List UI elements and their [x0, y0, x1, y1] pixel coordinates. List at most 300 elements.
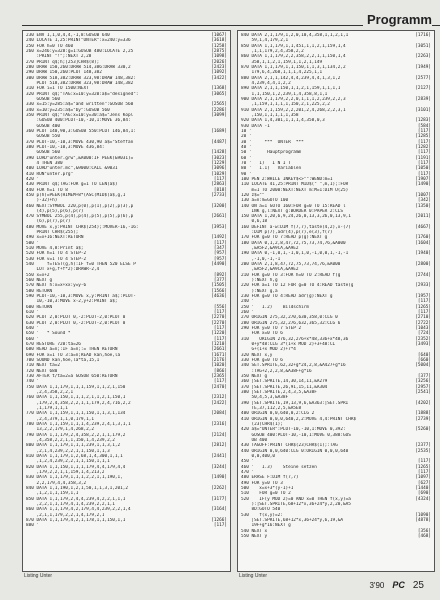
listing-code: 570 NEXT h:x=x+xx:y=y-6: [26, 283, 87, 289]
listing-code: 0,6,18: [241, 219, 268, 225]
listing-code: 850 DATA 1,1,179,2,4,4,239,4,2,2,1,1,1: [26, 496, 126, 502]
listing-code: :PRINT "!";:NEXT 2,28: [26, 54, 92, 60]
listing-checksum: [2084]: [211, 411, 227, 417]
listing-code: 150 DATA 1,20,6,9,24,26,0,13,3,26,0,13,9,1: [241, 214, 351, 220]
listing-code: 730 AFTER t/ta=2=a GOSUB 650:RETURN: [26, 374, 118, 379]
listing-checksum: [1949]: [415, 64, 431, 70]
listing-checksum: [2377]: [415, 443, 431, 449]
listing-code: ,1,2,4,239,2,2,1,1,150,1,1,1: [26, 459, 110, 465]
listing-code: 430 PRINT q$;TAG:FOR g=1 TO LEN(a$): [26, 182, 118, 188]
listing-code: (4),p(5),p(6),p(7): [26, 208, 84, 214]
listing-checksum: [1428]: [211, 150, 227, 156]
listing-code: 480 MOVE x,y:PRINT CHR$(254);:MOVER-16,-16:: [26, 224, 139, 230]
listing-code: 760 DATA 1,1,150,1,1,1,2,1,1,2,1,150,1: [26, 395, 126, 401]
code-listing-right: [238, 31, 434, 541]
listing-checksum: [5004]: [415, 363, 431, 369]
listing-code: 640 ': [26, 326, 40, 332]
listing-code: 59,1,4,179,2,1: [241, 38, 289, 44]
listing-code: 420 ': [26, 176, 40, 182]
listing-code: 240 ': [241, 299, 255, 305]
listing-checksum: [1282]: [415, 144, 431, 150]
listing-checksum: [2470]: [211, 384, 227, 390]
listing-code: 270 PRINT q$;h;[253]CHR$(8);: [26, 59, 100, 65]
listing-code: 60 ': [241, 155, 252, 161]
listing-code: ,1,159,1,1,1,1,150,2,1,225,2,2: [241, 102, 330, 108]
listing-code: ,-1,0,-1,-1: [241, 256, 281, 262]
listing-code: ,2,1,4,239,2,2,1,1,150,1,1,3: [26, 448, 110, 454]
listing-code: m=1 TO 2000:NEXT:NEXT m:M=1:DIM U(25): [241, 187, 349, 193]
listing-code: 490 FOR y=0 TO 3: [241, 480, 283, 486]
listing-checksum: [2957]: [415, 384, 431, 390]
listing-code: ,2,2,1,1,179,4,1,4,239,2,2,1,1: [26, 501, 115, 507]
listing-checksum: [347]: [213, 246, 227, 252]
listing-checksum: [4490]: [211, 262, 227, 268]
listing-checksum: [2800]: [415, 262, 431, 268]
listing-code: 770 DATA 1,1,159,1,1,1,150,1,1,3,1,134: [26, 411, 126, 417]
listing-code: 690 FOR x=1 TO 3:a=n;READ kan,hoe,la: [26, 352, 121, 358]
listing-code: 250 FOR h=0 TO 460: [26, 43, 74, 49]
listing-code: 130 a=n:m=GOTO 100: [241, 198, 289, 204]
listing-checksum: [117]: [213, 240, 227, 246]
listing-checksum: [1490]: [415, 182, 431, 188]
listing-code: GOSUB 400: [26, 123, 60, 129]
listing-checksum: [2263]: [415, 54, 431, 60]
listing-code: ,150,1,1,1,1,1,358: [241, 112, 299, 118]
listing-code: ,1,1,179,2,4,358,2,2: [241, 48, 304, 54]
listing-checksum: [117]: [417, 160, 431, 166]
listing-code: 360 PLOT 140,90,3:GOSUB 550:PLOT 146,84,1:: [26, 128, 136, 134]
listing-checksum: [724]: [417, 331, 431, 337]
listing-code: 520 FOR h=1 TO 4 STEP-2: [26, 251, 87, 257]
listing-checksum: [2565]: [211, 102, 227, 108]
listing-checksum: [2744]: [415, 272, 431, 278]
listing-code: 550 NEXT y: [241, 533, 268, 539]
listing-code: 2,2,179,4,4,358,3,2: [26, 480, 87, 486]
listing-code: 470 SYMBOL 255,p(4),p(4),p(5),p(5),p(6),p: [26, 214, 134, 220]
listing-checksum: [1090]: [415, 512, 431, 518]
listing-code: 180 DATA 0,1,2,8,47,72,75,73,74,76,&A000: [241, 240, 346, 246]
listing-code: 810 DATA 1,1,179,1,2,68,1,4,300,1,1,1: [26, 453, 123, 459]
listing-code: 230 ENV 1,1,0,4,4,-1,8:GOSUB 640: [26, 33, 110, 38]
listing-checksum: [1092]: [211, 70, 227, 76]
listing-checksum: [690]: [417, 491, 431, 497]
listing-checksum: [4667]: [415, 224, 431, 230]
listing-code: GOSUB 560: [26, 150, 60, 156]
listing-code: 70 ' 1) I N I T: [241, 160, 291, 166]
listing-code: 890 DATA 2,1,1,150,1,1,2,1,159,1,1,1,1: [241, 86, 341, 92]
listing-code: 310 ORIGIN 276,32,276+x*48,336+x*48,36: [241, 336, 349, 342]
listing-checksum: [2422]: [211, 400, 227, 406]
listing-code: 590 PLOT-10,-10,3:MOVE x,y:PRINT a$;:PLOT-: [26, 294, 136, 300]
listing-code: 540 f=TEST(g,h):IF f=0 THEN 520 ELSE P: [26, 262, 136, 268]
listing-code: ):NEXT h,g: [241, 278, 278, 284]
listing-checksum: [1604]: [415, 240, 431, 246]
listing-code: 530 FOR v=1 TO 4 STEP-2: [26, 256, 87, 262]
listing-code: |SET.SPRITE,68+12*x,36+24*y,6,19,&A: [241, 517, 343, 523]
listing-code: 230 FOR g=0 TO 4:READ adr(g):NEXT g: [241, 294, 333, 300]
page-number: 25: [412, 580, 424, 591]
listing-checksum: [1191]: [415, 155, 431, 161]
listing-checksum: [1440]: [415, 485, 431, 491]
listing-code: 680 READ a=n;:IF a=n;:= THEN RETURN: [26, 347, 118, 353]
listing-code: ,179,2,2,1,1,159,1,4,213,2: [26, 469, 105, 475]
listing-checksum: [1283]: [415, 118, 431, 124]
listing-code: 550 x=x+2: [26, 272, 50, 278]
listing-caption-right: Listing Unter: [239, 573, 268, 579]
listing-checksum: [1098]: [211, 54, 227, 60]
listing-code: 340 x=10:y=235:a$="by":GOSUB 560: [26, 107, 110, 113]
listing-checksum: [1265]: [415, 464, 431, 470]
listing-checksum: [3164]: [211, 507, 227, 513]
listing-checksum: [117]: [213, 326, 227, 332]
listing-code: 510 FOR g=0 TO 2: [241, 491, 291, 497]
listing-checksum: [2176]: [211, 358, 227, 364]
code-listing-left: [23, 31, 230, 531]
listing-code: 358,1,1,2,1,159,1,1,2,1,149: [241, 59, 323, 65]
listing-code: 410 RUN"unter.prg": [26, 171, 74, 177]
listing-checksum: [1029]: [211, 171, 227, 177]
listing-code: 500 x=x+3*(y-1)+1: [241, 485, 294, 491]
listing-checksum: [1671]: [211, 352, 227, 358]
listing-checksum: [3953]: [211, 224, 227, 230]
listing-checksum: [2026]: [211, 59, 227, 65]
listing-code: 380 |SET.SPRITE,2,4,3,5,&A38F: [241, 389, 317, 395]
listing-checksum: [2661]: [211, 214, 227, 220]
listing-code: 670 RESTORE 720:ta=26: [26, 342, 81, 348]
listing-checksum: [2739]: [415, 416, 431, 422]
listing-code: 380 PLOT-10,-10,3:MOVE 436,84:: [26, 144, 105, 150]
listing-checksum: [1229]: [211, 160, 227, 166]
listing-code: 0,0,400,0: [241, 453, 275, 459]
listing-checksum: [1505]: [211, 283, 227, 289]
listing-code: GOSUB 400:PLOT-10,-10,1:MOVE 0,388:GOS: [241, 432, 351, 438]
listing-checksum: [3096]: [211, 166, 227, 172]
listing-checksum: [2423]: [211, 64, 227, 70]
listing-checksum: [117]: [417, 128, 431, 134]
listing-checksum: [2541]: [415, 389, 431, 395]
listing-code: 530 f(x,y)=2:: [241, 512, 283, 518]
listing-code: 470 ': [241, 469, 255, 475]
listing-checksum: [117]: [213, 176, 227, 182]
listing-code: 830 DATA 1,1,179,1,1,1,2,2,1,1,190,1,: [26, 475, 123, 481]
listing-code: 780 DATA 1,1,159,1,1,1,4,239,2,4,1,3,1,1: [26, 421, 131, 427]
listing-code: 290 FOR y=0 TO 7 STEP 2: [241, 326, 302, 332]
listing-code: 280 ORIGIN 275,32,276,632,365,32:CLG 6: [241, 320, 341, 326]
listing-code: ,&A5F2,&A9CA,&A9E2: [241, 267, 299, 273]
listing-code: ,2,4,379,1,1,0,179,1,1: [26, 416, 94, 422]
listing-code: :TAG+2,2,2,8,&A38F+g*16: [241, 368, 312, 374]
listing-checksum: [1043]: [415, 326, 431, 332]
listing-code: 840 DATA 2,1,179,1,2,0,10,4,358,1,1,2,1,1: [241, 33, 349, 38]
listing-checksum: [3023]: [211, 155, 227, 161]
listing-checksum: [2286]: [211, 107, 227, 113]
listing-checksum: [117]: [417, 139, 431, 145]
listing-checksum: [1210]: [211, 342, 227, 348]
listing-checksum: [2722]: [415, 320, 431, 326]
listing-checksum: [2441]: [211, 453, 227, 459]
listing-checksum: [117]: [213, 523, 227, 529]
listing-checksum: [2270]: [211, 320, 227, 326]
listing-code: 290 DRAW 150,260:PLOT 148,382: [26, 70, 102, 76]
listing-checksum: [866]: [213, 368, 227, 374]
listing-code: 370 PLOT-10,-10,3:MOVE 430,90 a$="Steffan: [26, 139, 134, 145]
listing-checksum: [2812]: [211, 443, 227, 449]
listing-checksum: [3099]: [211, 112, 227, 118]
listing-code: 340 SET.SPRITE,62,32+g*24,2,8,&A427+g*16: [241, 363, 346, 369]
listing-code: 10,-10,3:MOVE x-2,y+2:PRINT a$;: [26, 299, 118, 305]
listing-code: ):NEXT g,a: [241, 288, 278, 294]
listing-code: 80 ' 1.1) Variablen: [241, 166, 302, 172]
listing-code: 200 DATA 2,1,8,47,72,75,73,74,76,&A000: [241, 262, 341, 268]
listing-checksum: [4878]: [415, 517, 431, 523]
listing-code: 400 LOAD"unter.mc",&9000:CALL &9031: [26, 166, 118, 172]
listing-checksum: [2733]: [211, 192, 227, 198]
listing-checksum: [3065]: [211, 91, 227, 97]
listing-checksum: [2933]: [415, 283, 431, 289]
listing-checksum: [1689]: [211, 128, 227, 134]
listing-code: 110 LOCATE 41,25:PRINT MID$(" ",m,1);:FOR: [241, 182, 349, 188]
listing-code: ,1,2,1,1,159,1,1: [26, 491, 79, 497]
listing-code: 30 ' *** UNTER ***: [241, 139, 304, 145]
listing-checksum: [1907]: [415, 176, 431, 182]
listing-code: ,4,358,2,2,1,1,150,1,4,239,2,2: [26, 437, 115, 443]
listing-code: 790 DATA 1,1,179,2,4,358,2,2,1,1,179,2: [26, 432, 126, 438]
listing-checksum: [1266]: [211, 517, 227, 523]
listing-checksum: [1566]: [211, 288, 227, 294]
listing-code: GOSUB 550: [26, 134, 60, 140]
magazine-logo: PC: [392, 580, 405, 590]
listing-checksum: [1888]: [415, 411, 431, 417]
listing-code: LOT x+g,f+f*2):DRAWR-2,4: [26, 267, 100, 273]
listing-checksum: [1368]: [211, 86, 227, 92]
listing-checksum: [3244]: [211, 464, 227, 470]
listing-code: 120 z$="": [241, 192, 265, 198]
listing-code: 460 ' 1.3) Steine setzen: [241, 464, 317, 470]
listing-checksum: [660]: [417, 358, 431, 364]
listing-code: 190 DATA 0,-1,0,1,-1,0,1,0,-1,0,0,1,-1,-1: [241, 251, 349, 257]
listing-code: 240 LOCATE 1,25:PRINT"UNTER":x=240:y=336: [26, 38, 131, 44]
listing-code: ,1,179,1,1,1: [26, 405, 68, 411]
listing-checksum: [2577]: [415, 75, 431, 81]
listing-code: 400 ORIGIN 0,0,640,0,2:CLG 2: [241, 411, 315, 417]
listing-checksum: [5260]: [415, 427, 431, 433]
listing-checksum: [1940]: [415, 251, 431, 257]
listing-checksum: [2262]: [211, 485, 227, 491]
listing-checksum: [1957]: [415, 294, 431, 300]
listing-code: 840 DATA 1,1,190,1,2,1,50,1,1,3,1,201,2: [26, 485, 128, 491]
listing-code: 820 DATA 1,1,150,1,1,1,179,4,4,179,4,4: [26, 464, 126, 470]
listing-checksum: [1265]: [415, 304, 431, 310]
listing-checksum: [3177]: [211, 496, 227, 502]
listing-checksum: [1716]: [415, 33, 431, 38]
listing-checksum: [1492]: [211, 235, 227, 241]
listing-code: 320 PRINT q$;"TAG:x=10:y=320:a$="designed":: [26, 91, 139, 97]
listing-code: 90 ': [241, 171, 252, 177]
listing-code: )-32)+h): [26, 198, 58, 204]
listing-code: 930 DATA -1: [241, 123, 270, 129]
listing-code: 650 ' * Sound *: [26, 331, 71, 337]
listing-code: 410 ORIGIN 0,0,0,640,2,2:MOVE 4,4:PRINT CHR$: [241, 416, 357, 422]
listing-code: 540 NEXT x: [241, 528, 268, 534]
listing-checksum: [818]: [213, 187, 227, 193]
listing-checksum: [1285]: [415, 134, 431, 140]
listing-code: ,179,2,4,358,2,2,1,1,179,2,4,716,2,2: [26, 400, 131, 406]
listing-code: 20 ': [241, 134, 252, 140]
listing-checksum: [627]: [417, 480, 431, 486]
listing-code: 390 |SET.SPRITE,19,13,9,6,&A363:|SET.SPRI: [241, 400, 349, 406]
listing-code: 330 x=15:y=285:a$="and written":GOSUB 560: [26, 102, 134, 108]
listing-code: 310 FOR i=1 TO 1500:NEXT: [26, 86, 89, 92]
listing-code: 330 FOR g=0 TO 6: [241, 358, 283, 364]
listing-code: 260 x=246:y=328:g=1:GOSUB 480:LOCATE 2,25: [26, 48, 134, 54]
listing-code: 920 DATA 1,4,301,1,1,1,4,358,0,3: [241, 118, 325, 124]
listing-code: 1,1,150,1,2,239,1,4,358,8,1,1: [241, 91, 328, 97]
listing-code: 580 RETURN: [26, 288, 53, 294]
listing-code: TE,37,112,2,5,&A5E8: [241, 405, 302, 411]
listing-code: 270 ORIGIN 275,32,270,630,358,0:CLG 0: [241, 315, 338, 321]
listing-code: 880 DATA 2,1,1,142,4,4,239,4,4,1,3,1,2: [241, 75, 341, 81]
listing-code: 510 MOVE 4,8:Print a$;: [26, 246, 84, 252]
listing-code: :GOSUB 400:PLOT-10,-10,1:MOVE 36,84:: [26, 118, 131, 124]
listing-code: :DIM p(7),adr(4),p(7),e(3),f(7): [241, 230, 333, 236]
listing-code: (23)CHR$(1);: [241, 421, 283, 427]
listing-code: 4,239,4,4,1,2,2: [241, 80, 291, 86]
listing-code: 450 ': [241, 459, 255, 465]
listing-code: 600 RETURN: [26, 304, 53, 310]
page-footer: [369, 580, 424, 591]
listing-code: PRINT CHR$(255);: [26, 230, 79, 236]
listing-checksum: [468]: [417, 533, 431, 539]
listing-checksum: [2316]: [211, 421, 227, 427]
listing-code: 8D:GOTO 540: [241, 507, 281, 513]
listing-checksum: [1490]: [211, 475, 227, 481]
section-title: Programm: [363, 12, 432, 27]
listing-checksum: [117]: [417, 469, 431, 475]
listing-code: 300 DRAW 518,382:DRAW 323,98:DRAW 148,382:: [26, 75, 136, 81]
listing-code: 560 NEXT g: [26, 278, 53, 284]
listing-checksum: [1220]: [211, 331, 227, 337]
listing-checksum: [4636]: [211, 294, 227, 300]
listing-checksum: [342]: [417, 198, 431, 204]
listing-checksum: [3200]: [211, 203, 227, 209]
listing-code: 320 NEXT x,y: [241, 352, 273, 358]
listing-checksum: [4202]: [415, 400, 431, 406]
listing-checksum: [3051]: [415, 43, 431, 49]
listing-code: 620 PLOT 2,0:PLOT 0,-2:PLOT-2,0:PLOT 0: [26, 315, 126, 321]
listing-checksum: [957]: [213, 251, 227, 257]
listing-code: 850 DATA 1,1,179,1,1,451,1,1,2,1,159,1,4: [241, 43, 346, 49]
listing-code: 860 DATA 1,1,179,2,2,358,2,2,1,1,150,1,4: [241, 54, 346, 60]
listing-checksum: [2011]: [415, 214, 431, 220]
listing-code: 440 ORIGIN 0,0,640:CLG 0:ORIGIN 0,0,0,640: [241, 448, 349, 454]
listing-code: 13,2,2,179,1,4,268,2,2: [26, 427, 94, 433]
listing-checksum: [2312]: [211, 395, 227, 401]
listing-code: 370 |SET.SPRITE,26,91,15,11,&A304: [241, 384, 328, 390]
listing-code: 40 ': [241, 144, 252, 150]
listing-checksum: [2352]: [415, 336, 431, 342]
listing-checksum: [1350]: [415, 203, 431, 209]
listing-checksum: [356]: [417, 528, 431, 534]
listing-checksum: [4487]: [211, 139, 227, 145]
listing-code: UB 400: [241, 437, 268, 443]
listing-code: 10 ': [241, 128, 252, 134]
listing-code: 460 NEXT:SYMBOL 220,p(0),p(1),p(2),p(3),p: [26, 203, 134, 209]
listing-code: PLOT 518,382:DRAW 323,98:DRAW 148,382: [26, 80, 134, 86]
listing-code: 870 DATA 1,1,179,1,1,150,1,1,3,1,134,2,2: [241, 64, 346, 70]
listing-code: 750 DATA 1,1,179,1,1,1,159,1,1,2,1,150: [26, 384, 126, 390]
listing-code: 100 PEN 2:WHILE INKEY$<>"":WEND:m=1: [241, 176, 333, 182]
listing-checksum: [1050]: [415, 166, 431, 172]
listing-checksum: [117]: [213, 310, 227, 316]
listing-checksum: [377]: [417, 374, 431, 379]
listing-code: ,2,4,358,2,2,1: [26, 389, 74, 395]
listing-checksum: [4324]: [415, 496, 431, 502]
listing-code: 210 FOR g=0 TO 3:FOR h=0 TO 2:READ f(g: [241, 272, 341, 278]
listing-checksum: [2127]: [415, 86, 431, 92]
listing-code: 720 NEXT 680: [26, 368, 58, 374]
listing-checksum: [1258]: [211, 43, 227, 49]
listing-code: 900 DATA 2,1,179,2,2,0,1,1,1,2,239,2,2,3: [241, 96, 346, 102]
listing-code: 870 DATA 1,1,179,4,2,1,178,1,1,150,1,1: [26, 517, 126, 523]
listing-code: 170 FOR g=0 TO 7:READ p(g):NEXT g: [241, 235, 328, 241]
listing-checksum: [957]: [213, 256, 227, 262]
listing-code: 440 FOR h=1 TO 8: [26, 187, 68, 193]
listing-code: 740 ': [26, 379, 40, 385]
listing-column-left: [22, 30, 231, 572]
listing-checksum: [2710]: [415, 315, 431, 321]
listing-checksum: [892]: [213, 272, 227, 278]
listing-code: 700 SOUND kan,hoe,la*ta,15,1: [26, 358, 100, 364]
listing-code: ):|SET.SPRITE,68+12*x,36+24*y,2,20,&A5: [241, 501, 351, 507]
listing-code: 520 IF(y MOD 2)=0 AND x=0 THEN f(x,y)=a: [241, 496, 351, 502]
listing-code: 500 ': [26, 240, 40, 246]
listing-checksum: [584]: [417, 123, 431, 129]
listing-code: GOSUB 560: [26, 96, 60, 102]
listing-code: INK g,l:NEXT g:BORDER 0:PAPER 2:CLS: [241, 208, 343, 214]
listing-checksum: [3256]: [415, 379, 431, 385]
listing-checksum: [1020]: [211, 363, 227, 369]
listing-code: 450 p(h)=PEEK(HIMEM+8*(ASC(MID$(a$,g,1: [26, 192, 126, 198]
listing-code: 4 THEN 380: [26, 160, 63, 166]
listing-checksum: [2863]: [211, 182, 227, 188]
listing-code: 610 ': [26, 310, 40, 316]
listing-checksum: [556]: [213, 304, 227, 310]
listing-code: 220 FOR a=1 TO 12 FOR g=0 TO 4:READ taste(g: [241, 283, 354, 289]
listing-checksum: [117]: [417, 299, 431, 305]
listing-checksum: [2661]: [211, 347, 227, 353]
listing-checksum: [117]: [213, 336, 227, 342]
listing-code: 350 NEXT g: [241, 374, 268, 379]
listing-checksum: [2839]: [415, 96, 431, 102]
listing-checksum: [3101]: [415, 107, 431, 113]
listing-code: 860 DATA 1,1,179,4,2,179,4,4,239,2,2,1,4: [26, 507, 131, 513]
listing-code: ,&A5F2,&A9CA,&A9E2: [241, 246, 299, 252]
listing-code: 260 ': [241, 310, 255, 316]
listing-checksum: [1097]: [415, 475, 431, 481]
listing-checksum: [117]: [417, 459, 431, 465]
listing-checksum: [1007]: [415, 192, 431, 198]
listing-caption-left: Listing Unter: [24, 573, 53, 579]
listing-code: 480 ERASE F:DIM f(7,7): [241, 475, 299, 481]
listing-code: 350 PRINT q$;"TAG:x=10:y=30:a$="Jens Kopl: [26, 112, 134, 118]
listing-code: 250 ' 1.2) Bildschirm: [241, 304, 309, 310]
listing-checksum: [117]: [213, 379, 227, 385]
listing-checksum: [117]: [417, 150, 431, 156]
listing-code: G+(1+x MOD 2)+7*4: [241, 347, 296, 353]
listing-checksum: [377]: [213, 278, 227, 284]
listing-code: 50 ' Hauptprogramm: [241, 150, 302, 156]
listing-checksum: [1067]: [211, 33, 227, 38]
